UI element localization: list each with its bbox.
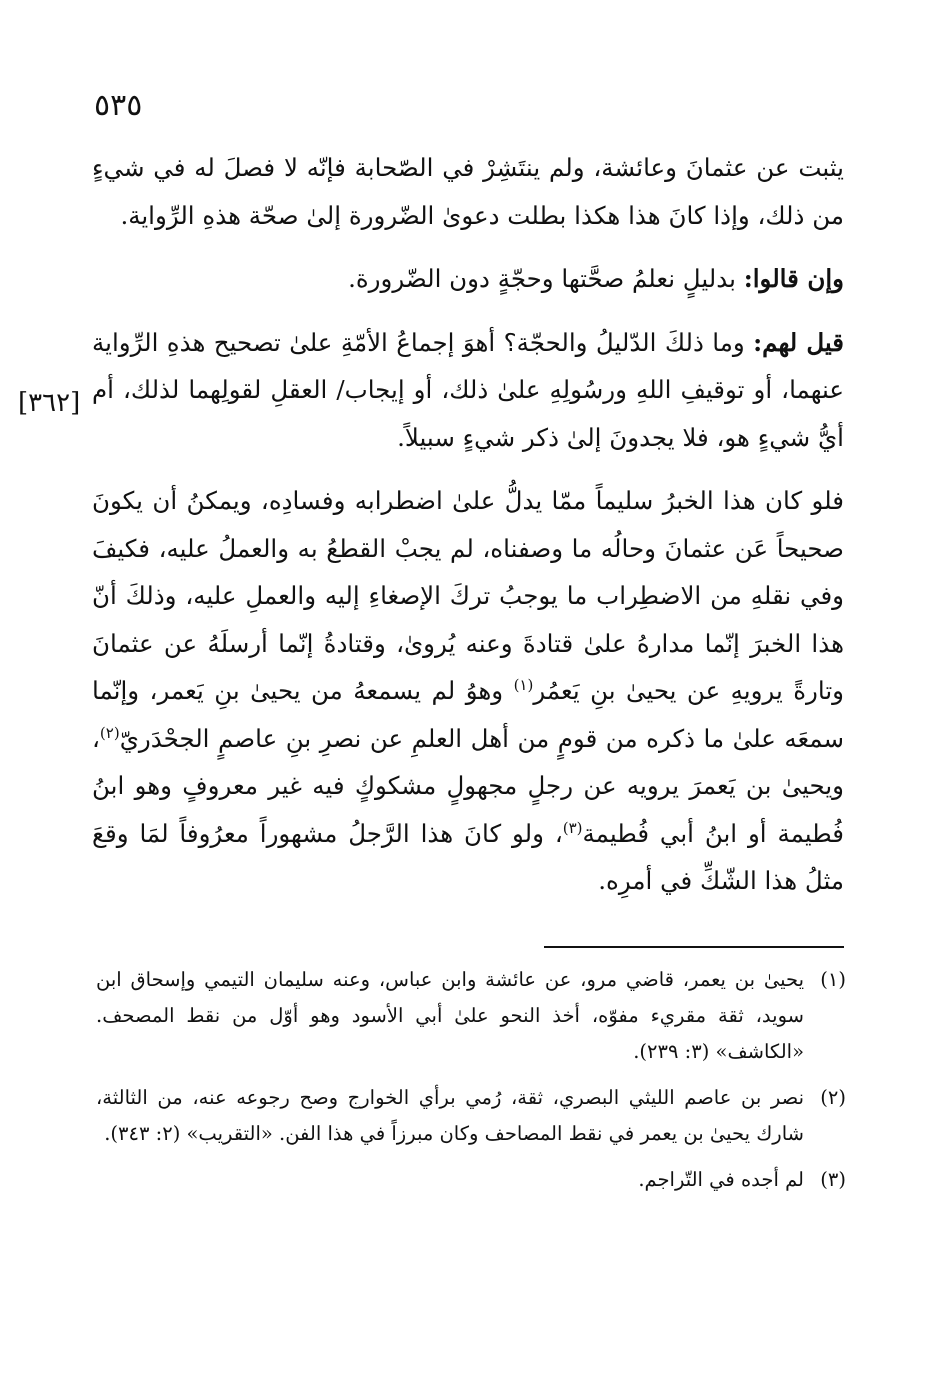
footnote-2-text: نصر بن عاصم الليثي البصري، ثقة، رُمي برأي الخوارج وصح رجوعه عنه، من الثالثة، شارك يحيىٰ بن يعمر في نقط المصاحف وكان مبرزاً في هذا الفن. «التقريب» (٢: ٣٤٣). [96, 1086, 804, 1145]
footnotes [96, 962, 846, 1208]
paragraph-4-text-1: فلو كان هذا الخبرُ سليماً ممّا يدلُّ علىٰ اضطرابه وفسادِه، ويمكنُ أن يكونَ صحيحاً عَن عثمانَ وحالُه ما وصفناه، لم يجبْ القطعُ به والعملُ عليه، فكيفَ وفي نقلهِ من الاضطِراب ما يوجبُ تركَ الإصغاءِ إليه والعملِ عليه، وذلكَ أنّ هذا الخبرَ إنّما مدارهُ علىٰ قتادةَ وعنه يُروىٰ، وقتادةُ إنّما أرسلَهُ عن عثمانَ وتارةً يرويهِ عن يحيىٰ بنِ يَعمُر [92, 486, 844, 705]
paragraph-1-text: يثبت عن عثمانَ وعائشة، ولم ينتَشِرْ في الصّحابة فإنّه لا فصلَ له في شيءٍ من ذلك، وإذا كانَ هذا هكذا بطلت دعوىٰ الضّرورة إلىٰ صحّة هذهِ الرِّواية. [92, 153, 844, 230]
footnote-1-text: يحيىٰ بن يعمر، قاضي مرو، عن عائشة وابن عباس، وعنه سليمان التيمي وإسحاق ابن سويد، ثقة مقريء مفوّه، أخذ النحو علىٰ أبي الأسود وهو أوّل من نقط المصحف. «الكاشف» (٣: ٢٣٩). [96, 968, 804, 1063]
footnote-3-text: لم أجده في التّراجم. [638, 1168, 804, 1191]
footnote-mark-3: (٣) [562, 818, 583, 837]
footnote-1 [96, 962, 846, 1070]
page-number: ٥٣٥ [94, 88, 143, 123]
paragraph-1 [92, 144, 844, 239]
paragraph-4-text-3: ، ويحيىٰ بن يَعمرَ يرويه عن رجلٍ مجهولٍ مشكوكٍ فيه غير معروفٍ وهو ابنُ فُطيمة أو ابنُ أبي فُطيمة [92, 723, 844, 848]
footnote-mark-2: (٢) [99, 723, 120, 742]
footnote-2-number: (٢) [820, 1086, 846, 1109]
paragraph-2-text: بدليلٍ نعلمُ صحَّتها وحجّةٍ دون الضّرورة. [348, 264, 744, 293]
paragraph-4 [92, 477, 844, 905]
paragraph-3-label: قيل لهم: [753, 327, 844, 357]
paragraph-3 [92, 319, 844, 462]
footnote-1-number: (١) [820, 968, 846, 991]
manuscript-page-reference: [٣٦٢] [18, 388, 81, 418]
main-text [92, 144, 844, 905]
footnote-3-number: (٣) [820, 1168, 846, 1191]
paragraph-2 [92, 255, 844, 303]
footnote-3 [96, 1162, 846, 1198]
footnote-separator [544, 946, 844, 948]
paragraph-3-text: وما ذلكَ الدّليلُ والحجّة؟ أهوَ إجماعُ الأمّةِ علىٰ تصحيح هذهِ الرِّواية عنهما، أو توقيفِ اللهِ ورسُولِهِ علىٰ ذلك، أو إيجاب/ العقلِ لقولِهما لذلك، أم أيُّ شيءٍ هو، فلا يجدونَ إلىٰ ذكر شيءٍ سبيلاً. [92, 327, 844, 452]
footnote-mark-1: (١) [513, 675, 534, 694]
paragraph-4-text-4: ، ولو كانَ هذا الرَّجلُ مشهوراً معرُوفاً لمَا وقعَ مثلُ هذا الشّكِّ في أمرِه. [92, 818, 844, 895]
paragraph-4-text-2: وهوُ لم يسمعهُ من يحيىٰ بنِ يَعمر، وإنّما سمعَه علىٰ ما ذكره من قومٍ من أهل العلمِ عن نصرِ بنِ عاصمٍ الجحْدَريّ [92, 676, 844, 753]
paragraph-2-label: وإن قالوا: [743, 264, 844, 293]
footnote-2 [96, 1080, 846, 1152]
